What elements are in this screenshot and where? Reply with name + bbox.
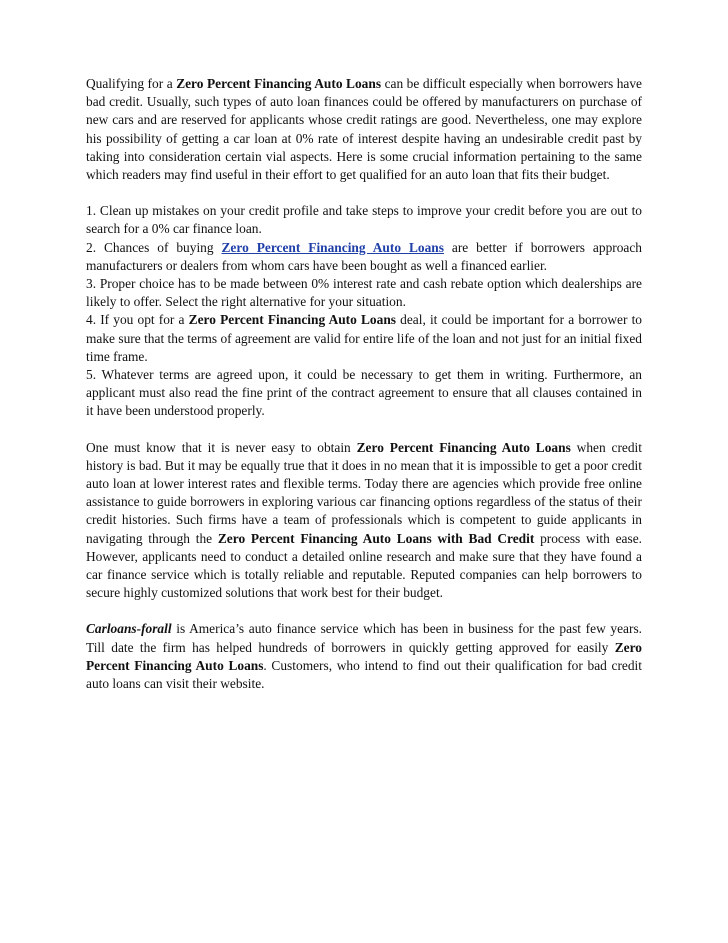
list-item: [86, 202, 642, 238]
list-item: [86, 366, 642, 421]
tip-1-text: 1. Clean up mistakes on your credit profile and take steps to improve your credit before you are out to search for a 0% car finance loan.: [86, 203, 642, 237]
list-item: [86, 275, 642, 311]
tip-5-text: 5. Whatever terms are agreed upon, it could be necessary to get them in writing. Furthermore, an applicant must also read the fine print of the contract agreement to ensure that all clauses contained in it have been understood properly.: [86, 367, 642, 419]
list-item: [86, 239, 642, 275]
closing-text-2: . Customers, who intend to find out their qualification for bad credit auto loans can visit their website.: [86, 657, 642, 692]
tip-2-text-a: 2. Chances of buying: [86, 239, 222, 255]
intro-paragraph: [86, 75, 642, 184]
body-keyword-2: Zero Percent Financing Auto Loans with Bad Credit: [217, 530, 535, 546]
body-text-3: process with ease. However, applicants need to conduct a detailed online research and make sure that they have found a car finance service which is totally reliable and reputable. Reputed companies can help borrowers to secure highly customized solutions that work best for their budget.: [86, 530, 642, 601]
tip-4-text-a: 4. If you opt for a: [86, 312, 189, 328]
intro-text-1: Qualifying for a: [86, 76, 177, 91]
intro-text-2: can be difficult especially when borrowers have bad credit. Usually, such types of auto loan finances could be offered by manufacturers on purchase of new cars and are reserved for applicants whose credit ratings are good. Nevertheless, one may explore his possibility of getting a car loan at 0% rate of interest despite having an undesirable credit past by taking into consideration certain vial aspects. Here is some crucial information pertaining to the same which readers may find useful in their effort to get qualified for an auto loan that fits their budget.: [86, 76, 642, 183]
tip-2-text-b: are better if borrowers approach manufacturers or dealers from whom cars have been bought as well a financed earlier.: [86, 239, 642, 273]
closing-keyword: Zero Percent Financing Auto Loans: [86, 639, 642, 673]
body-keyword-1: Zero Percent Financing Auto Loans: [356, 439, 571, 455]
body-text-2: when credit history is bad. But it may be equally true that it does in no mean that it is impossible to get a poor credit auto loan at lower interest rates and flexible terms. Today there are agencies which provide free online assistance to guide borrowers in exploring various car financing options regardless of the status of their credit histories. Such firms have a team of professionals which is competent to guide applicants in navigating through the: [86, 439, 642, 546]
tip-3-text: 3. Proper choice has to be made between 0% interest rate and cash rebate option which dealerships are likely to offer. Select the right alternative for your situation.: [86, 276, 642, 310]
tip-4-text-b: deal, it could be important for a borrower to make sure that the terms of agreement are valid for entire life of the loan and not just for an initial fixed time frame.: [86, 312, 642, 364]
zero-percent-loans-link[interactable]: Zero Percent Financing Auto Loans: [221, 239, 444, 255]
body-text-1: One must know that it is never easy to obtain: [86, 439, 357, 455]
body-paragraph: [86, 439, 642, 603]
closing-text-1: is America’s auto finance service which has been in business for the past few years. Till date the firm has helped hundreds of borrowers in quickly getting approved for easily: [86, 621, 642, 655]
tip-4-keyword: Zero Percent Financing Auto Loans: [188, 312, 396, 328]
brand-name: Carloans-forall: [86, 621, 172, 637]
closing-paragraph: [86, 620, 642, 693]
list-item: [86, 311, 642, 366]
intro-keyword: Zero Percent Financing Auto Loans: [176, 76, 382, 91]
tips-list: [86, 202, 642, 420]
document-page: [86, 75, 642, 711]
